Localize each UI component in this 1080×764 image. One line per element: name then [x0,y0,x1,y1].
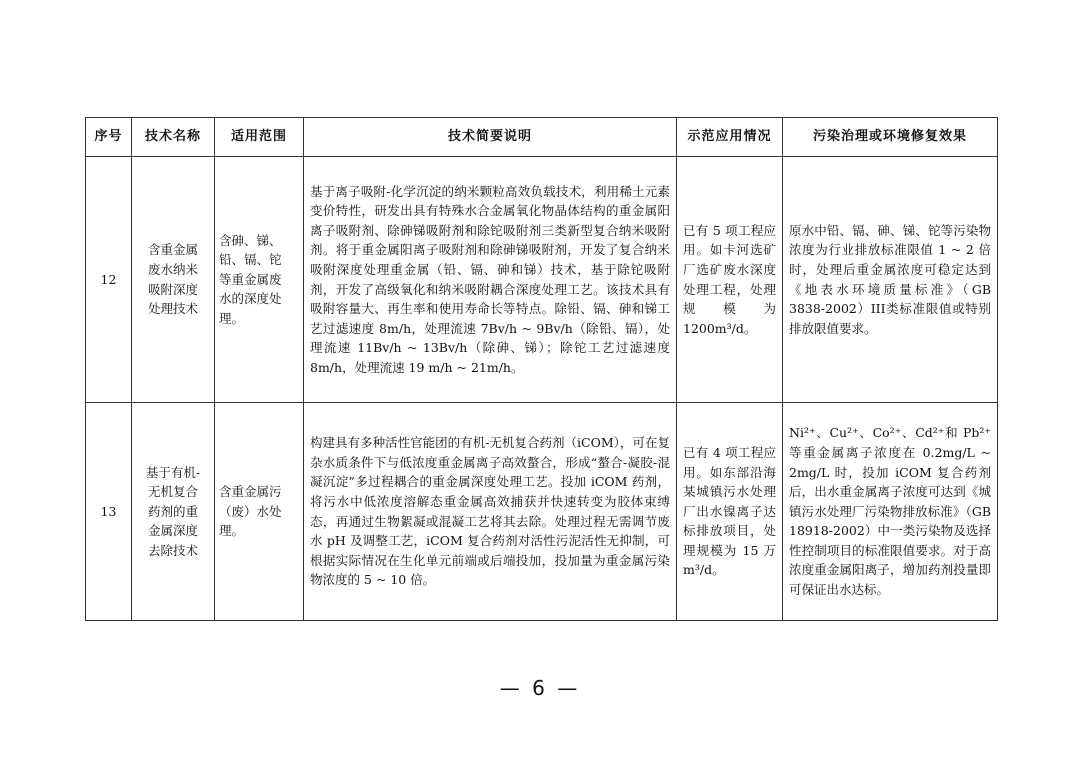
row-description: 基于离子吸附-化学沉淀的纳米颗粒高效负载技术，利用稀土元素变价特性，研发出具有特殊水合金属氧化物晶体结构的重金属阳离子吸附剂、除砷锑吸附剂和除铊吸附剂三类新型复合纳米吸附剂。将于重金属阳离子吸附剂和除砷锑吸附剂，开发了复合纳米吸附深度处理重金属（铅、镉、砷和锑）技术，基于除铊吸附剂，开发了高级氧化和纳米吸附耦合深度处理工艺。该技术具有吸附容量大、再生率和使用寿命长等特点。除铅、镉、砷和锑工艺过滤速度 8m/h，处理流速 7Bv/h ~ 9Bv/h（除铅、镉），处理流速 11Bv/h ~ 13Bv/h（除砷、锑）；除铊工艺过滤速度 8m/h，处理流速 19 m/h ~ 21m/h。 [304,157,677,403]
header-tech-name: 技术名称 [132,118,215,157]
page-number: — 6 — [499,676,581,700]
row-number: 13 [86,403,132,621]
header-scope: 适用范围 [215,118,304,157]
row-scope: 含砷、锑、 铅、镉、铊 等重金属废 水的深度处 理。 [215,157,304,403]
row-number: 12 [86,157,132,403]
row-effect: Ni²⁺、Cu²⁺、Co²⁺、Cd²⁺和 Pb²⁺等重金属离子浓度在 0.2mg/L ~ 2mg/L 时，投加 iCOM 复合药剂后，出水重金属离子浓度可达到《城镇污水处理厂污染物排放标准》（GB 18918-2002）中一类污染物及选择性控制项目的标准限值要求。对于高浓度重金属阳离子，增加药剂投量即可保证出水达标。 [783,403,998,621]
technology-table [85,117,998,621]
row-demo: 已有 4 项工程应用。如东部沿海某城镇污水处理厂出水镍离子达标排放项目，处理规模为 15 万 m³/d。 [677,403,783,621]
row-effect: 原水中铅、镉、砷、锑、铊等污染物浓度为行业排放标准限值 1 ~ 2 倍时，处理后重金属浓度可稳定达到《地表水环境质量标准》（GB 3838-2002）III类标准限值或特别排放限值要求。 [783,157,998,403]
table-row [86,157,998,403]
row-description: 构建具有多种活性官能团的有机-无机复合药剂（iCOM），可在复杂水质条件下与低浓度重金属离子高效螯合，形成“螯合-凝胶-混凝沉淀”多过程耦合的重金属深度处理工艺。投加 iCOM 药剂，将污水中低浓度溶解态重金属高效捕获并快速转变为胶体束缚态，再通过生物絮凝或混凝工艺将其去除。处理过程无需调节废水 pH 及调整工艺，iCOM 复合药剂对活性污泥活性无抑制，可根据实际情况在生化单元前端或后端投加，投加量为重金属污染物浓度的 5 ~ 10 倍。 [304,403,677,621]
table-header-row [86,118,998,157]
row-scope: 含重金属污 （废）水处 理。 [215,403,304,621]
header-effect: 污染治理或环境修复效果 [783,118,998,157]
table-row [86,403,998,621]
header-description: 技术简要说明 [304,118,677,157]
row-tech-name: 基于有机- 无机复合 药剂的重 金属深度 去除技术 [132,403,215,621]
header-number: 序号 [86,118,132,157]
row-tech-name: 含重金属 废水纳米 吸附深度 处理技术 [132,157,215,403]
header-demo: 示范应用情况 [677,118,783,157]
row-demo: 已有 5 项工程应用。如卡河选矿厂选矿废水深度处理工程，处理规模为 1200m³/d。 [677,157,783,403]
